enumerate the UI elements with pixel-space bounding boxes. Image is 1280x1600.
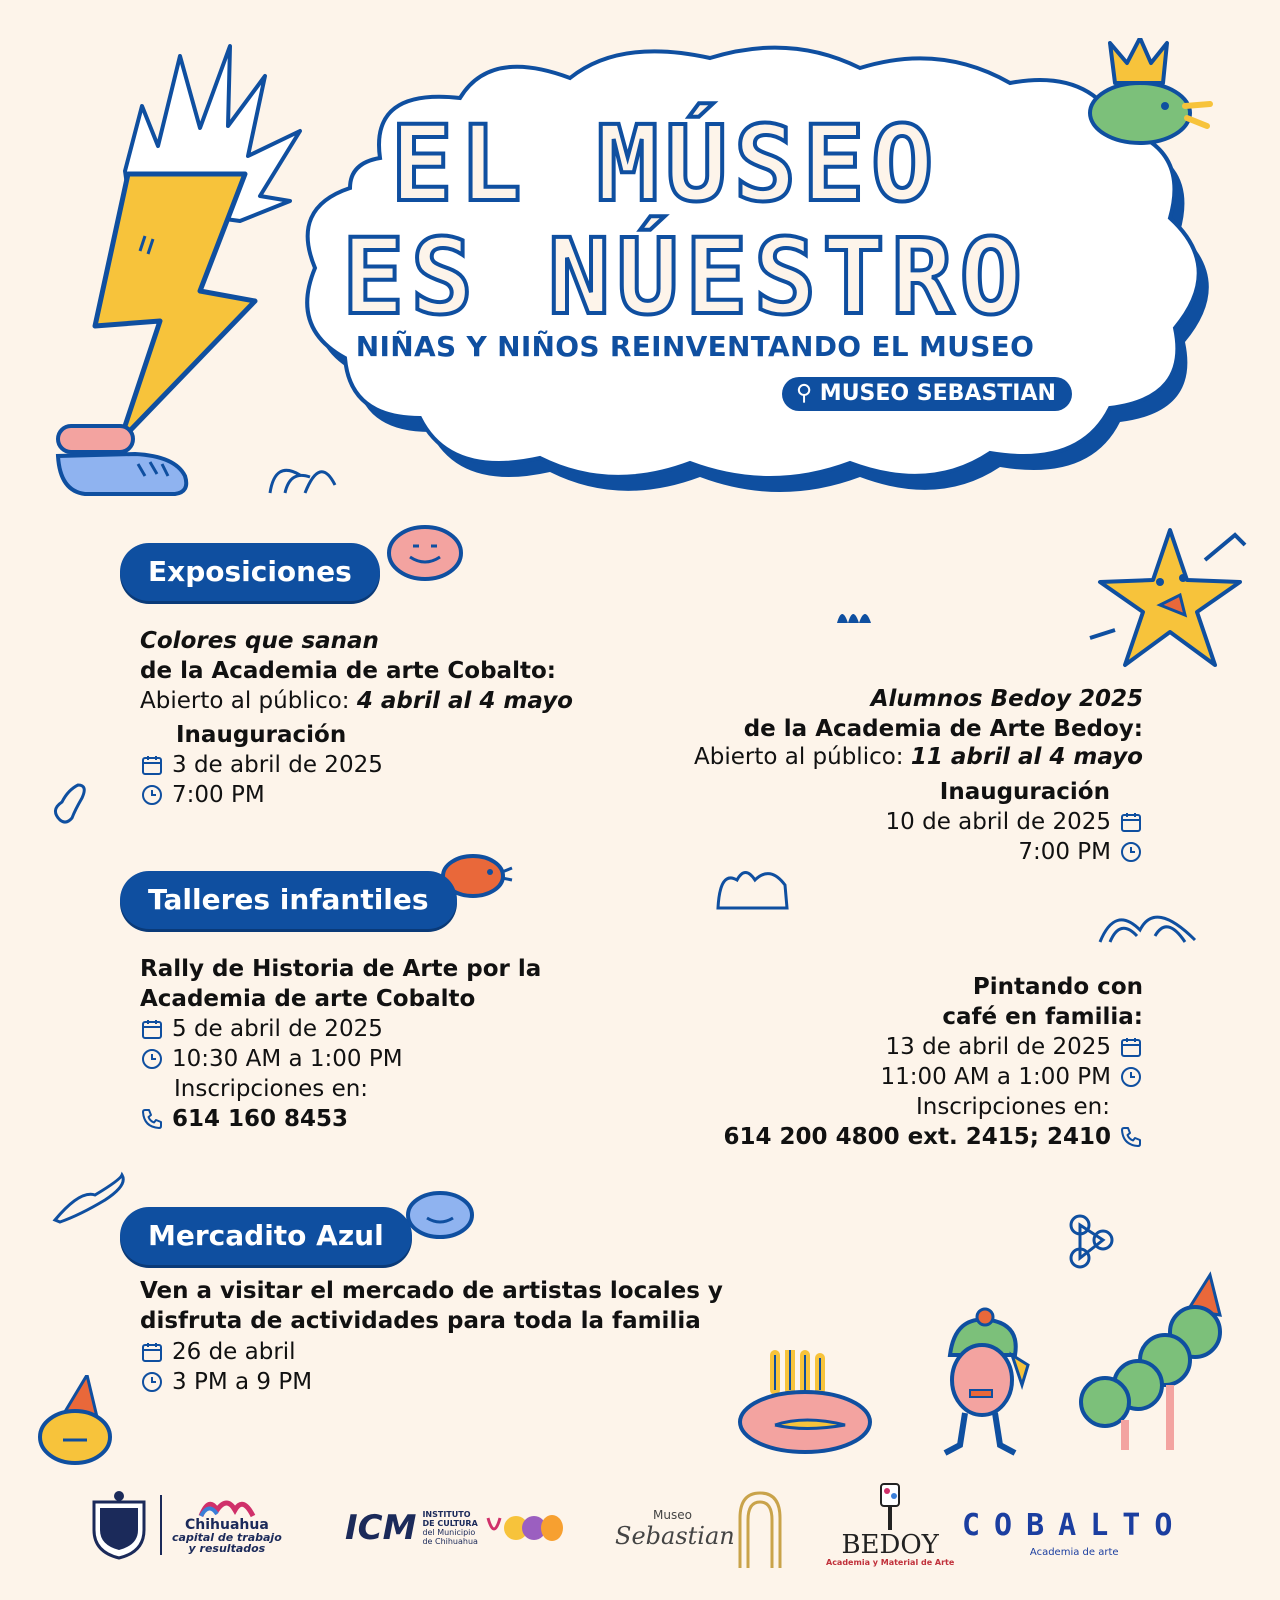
- expo-left-open-label: Abierto al público:: [140, 688, 350, 714]
- mercadito-date-row: [140, 1337, 296, 1367]
- phone-icon: [1119, 1125, 1143, 1149]
- clock-icon: [1119, 1065, 1143, 1089]
- expo-left-open-dates: 4 abril al 4 mayo: [356, 688, 573, 714]
- taller-left-phone-row: [140, 1104, 348, 1134]
- expo-right-inaug-label: Inauguración: [939, 779, 1110, 805]
- rainbow-doodle: [1095, 900, 1200, 945]
- green-crown-blob-illustration: [1085, 38, 1220, 148]
- peanut-doodle: [50, 780, 90, 825]
- expo-right-title: Alumnos Bedoy 2025: [870, 686, 1143, 712]
- clock-icon: [140, 1370, 164, 1394]
- subtitle: NIÑAS Y NIÑOS REINVENTANDO EL MUSEO: [355, 330, 1035, 363]
- expo-right-open-dates: 11 abril al 4 mayo: [910, 744, 1143, 770]
- title-line-2: ES NÚESTRO: [341, 216, 1029, 338]
- taller-right-date-row: [886, 1032, 1143, 1062]
- section-heading-exposiciones: Exposiciones: [120, 543, 380, 601]
- icm-line-4: de Chihuahua: [422, 1537, 478, 1546]
- taller-left-title-2: Academia de arte Cobalto: [140, 986, 476, 1012]
- expo-right-date-row: [886, 807, 1143, 837]
- calendar-icon: [140, 1340, 164, 1364]
- taller-left-time-row: [140, 1044, 403, 1074]
- icm-line-2: DE CULTURA: [422, 1519, 478, 1528]
- chihuahua-wave-icon: [197, 1496, 257, 1518]
- squiggle-doodle: [50, 1170, 130, 1225]
- title-line-1: EL MÚSEO: [390, 103, 940, 225]
- paintbrush-icon: [875, 1482, 905, 1532]
- expo-left-title: Colores que sanan: [140, 628, 379, 654]
- mercadito-desc-1: Ven a visitar el mercado de artistas locales y: [140, 1278, 723, 1304]
- pink-creature-illustration: [735, 1350, 890, 1455]
- expo-right-date: 10 de abril de 2025: [885, 809, 1111, 835]
- taller-right-signup-label: Inscripciones en:: [915, 1094, 1110, 1120]
- taller-right-phone[interactable]: 614 200 4800 ext. 2415; 2410: [723, 1124, 1111, 1150]
- bumps-doodle: [835, 605, 880, 625]
- expo-right-time: 7:00 PM: [1018, 839, 1111, 865]
- party-hat-blob-illustration: [35, 1375, 115, 1465]
- mercadito-date: 26 de abril: [172, 1339, 296, 1365]
- taller-left-date: 5 de abril de 2025: [172, 1016, 383, 1042]
- venue-badge: [782, 377, 1072, 411]
- expo-left-date-row: [140, 750, 383, 780]
- taller-left-date-row: [140, 1014, 383, 1044]
- icm-line-3: del Municipio: [422, 1528, 476, 1537]
- cobalto-name: COBALTO: [962, 1508, 1187, 1543]
- mercadito-time: 3 PM a 9 PM: [172, 1369, 313, 1395]
- taller-right-title-2: café en familia:: [942, 1004, 1143, 1030]
- expo-left-time-row: [140, 780, 265, 810]
- chihuahua-tag-1: capital de trabajo: [172, 1531, 282, 1544]
- star-character-illustration: [1085, 520, 1255, 690]
- phone-icon: [140, 1107, 164, 1131]
- calendar-icon: [140, 1017, 164, 1041]
- chihuahua-name: Chihuahua: [184, 1517, 269, 1533]
- bedoy-name: BEDOY: [841, 1530, 939, 1560]
- calendar-icon: [1119, 1035, 1143, 1059]
- expo-left-org: de la Academia de arte Cobalto:: [140, 658, 556, 684]
- taller-left-time: 10:30 AM a 1:00 PM: [172, 1046, 403, 1072]
- expo-left-date: 3 de abril de 2025: [172, 752, 383, 778]
- section-heading-mercadito: Mercadito Azul: [120, 1207, 412, 1265]
- grass-doodle: [265, 455, 340, 495]
- museo-sebastian-logo: [615, 1488, 785, 1570]
- molecule-doodle: [1065, 1210, 1115, 1270]
- taller-left-title-1: Rally de Historia de Arte por la: [140, 956, 542, 982]
- expo-right-open: [694, 742, 1143, 772]
- hat-person-illustration: [930, 1305, 1040, 1465]
- municipal-crest-icon: [88, 1490, 150, 1560]
- taller-right-time: 11:00 AM a 1:00 PM: [880, 1064, 1111, 1090]
- section-heading-talleres: Talleres infantiles: [120, 871, 457, 929]
- expo-right-open-label: Abierto al público:: [694, 744, 904, 770]
- blue-blob-illustration: [405, 1190, 475, 1240]
- icm-line-1: INSTITUTO: [422, 1510, 471, 1519]
- arts-masks-icon: [484, 1510, 564, 1546]
- cobalto-tag: Academia de arte: [1029, 1547, 1119, 1558]
- museo-small-label: Museo: [653, 1508, 692, 1522]
- mercadito-time-row: [140, 1367, 312, 1397]
- venue-label: MUSEO SEBASTIAN: [819, 381, 1056, 406]
- expo-left-inaug-label: Inauguración: [176, 722, 347, 748]
- clock-icon: [140, 783, 164, 807]
- museo-arch-icon: [735, 1488, 785, 1570]
- taller-right-date: 13 de abril de 2025: [885, 1034, 1111, 1060]
- expo-right-time-row: [1018, 837, 1143, 867]
- mercadito-desc-2: disfruta de actividades para toda la familia: [140, 1308, 701, 1334]
- pink-blob-illustration: [385, 522, 465, 584]
- bedoy-tag: Academia y Material de Arte: [826, 1558, 955, 1567]
- taller-right-phone-row: [724, 1122, 1143, 1152]
- calendar-icon: [140, 753, 164, 777]
- caterpillar-illustration: [1070, 1270, 1230, 1460]
- museo-script-label: Sebastian: [615, 1522, 735, 1550]
- location-pin-icon: ⚲: [796, 381, 813, 406]
- chihuahua-logo: [88, 1490, 282, 1560]
- grass-tuft-doodle: [715, 865, 790, 910]
- calendar-icon: [1119, 810, 1143, 834]
- clock-icon: [140, 1047, 164, 1071]
- taller-right-title-1: Pintando con: [972, 974, 1143, 1000]
- expo-left-open: [140, 686, 573, 716]
- bedoy-logo: [826, 1482, 954, 1567]
- clock-icon: [1119, 840, 1143, 864]
- cobalto-logo: [962, 1508, 1186, 1558]
- expo-left-time: 7:00 PM: [172, 782, 265, 808]
- expo-right-org: de la Academia de Arte Bedoy:: [743, 716, 1143, 742]
- lightning-character-illustration: [50, 36, 310, 506]
- icm-acronym: ICM: [345, 1508, 417, 1548]
- taller-left-phone[interactable]: 614 160 8453: [172, 1106, 349, 1132]
- taller-left-signup-label: Inscripciones en:: [174, 1076, 369, 1102]
- icm-logo: [345, 1508, 564, 1548]
- chihuahua-tag-2: y resultados: [188, 1542, 266, 1555]
- taller-right-time-row: [880, 1062, 1143, 1092]
